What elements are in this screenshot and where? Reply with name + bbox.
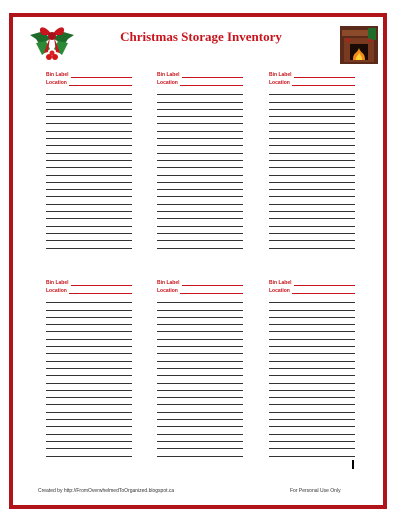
- item-line[interactable]: [157, 168, 243, 175]
- item-line[interactable]: [46, 183, 132, 190]
- item-lines: [269, 88, 355, 249]
- item-line[interactable]: [46, 405, 132, 412]
- item-line[interactable]: [269, 161, 355, 168]
- item-line[interactable]: [269, 168, 355, 175]
- item-lines: [157, 88, 243, 249]
- item-line[interactable]: [269, 154, 355, 161]
- item-line[interactable]: [157, 347, 243, 354]
- fill-in-line[interactable]: [69, 81, 132, 86]
- fill-in-line[interactable]: [182, 281, 243, 286]
- item-line[interactable]: [46, 110, 132, 117]
- inventory-column: [157, 278, 243, 457]
- item-line[interactable]: [46, 376, 132, 383]
- item-line[interactable]: [269, 227, 355, 234]
- location-label-text: Location: [269, 80, 290, 86]
- item-line[interactable]: [157, 413, 243, 420]
- item-line[interactable]: [46, 369, 132, 376]
- item-line[interactable]: [157, 384, 243, 391]
- item-line[interactable]: [157, 103, 243, 110]
- item-line[interactable]: [46, 190, 132, 197]
- item-line[interactable]: [269, 139, 355, 146]
- fill-in-line[interactable]: [292, 289, 355, 294]
- item-line[interactable]: [46, 398, 132, 405]
- item-lines: [269, 296, 355, 457]
- item-line[interactable]: [46, 227, 132, 234]
- item-line[interactable]: [157, 190, 243, 197]
- item-line[interactable]: [269, 197, 355, 204]
- item-line[interactable]: [46, 197, 132, 204]
- item-line[interactable]: [157, 318, 243, 325]
- item-line[interactable]: [269, 132, 355, 139]
- fill-in-line[interactable]: [180, 81, 243, 86]
- fill-in-line[interactable]: [292, 81, 355, 86]
- location-field[interactable]: [157, 286, 243, 294]
- item-line[interactable]: [157, 311, 243, 318]
- item-line[interactable]: [157, 405, 243, 412]
- item-line[interactable]: [269, 318, 355, 325]
- inventory-column: [269, 278, 355, 457]
- item-line[interactable]: [46, 427, 132, 434]
- item-line[interactable]: [157, 176, 243, 183]
- inventory-column: [46, 70, 132, 249]
- item-line[interactable]: [269, 384, 355, 391]
- item-line[interactable]: [269, 103, 355, 110]
- item-line[interactable]: [269, 442, 355, 449]
- item-line[interactable]: [46, 303, 132, 310]
- item-line[interactable]: [46, 384, 132, 391]
- item-line[interactable]: [269, 117, 355, 124]
- item-line[interactable]: [46, 139, 132, 146]
- item-line[interactable]: [157, 205, 243, 212]
- footer-credit: Created by http://FromOverwhelmedToOrganized.blogspot.ca: [38, 488, 175, 494]
- item-line[interactable]: [269, 241, 355, 248]
- item-line[interactable]: [269, 325, 355, 332]
- item-line[interactable]: [269, 303, 355, 310]
- item-line[interactable]: [269, 413, 355, 420]
- location-label-text: Location: [157, 80, 178, 86]
- item-line[interactable]: [157, 124, 243, 131]
- item-line[interactable]: [46, 234, 132, 241]
- item-line[interactable]: [157, 398, 243, 405]
- item-line[interactable]: [157, 212, 243, 219]
- footer-personal-use: For Personal Use Only: [290, 488, 341, 494]
- item-line[interactable]: [269, 205, 355, 212]
- item-line[interactable]: [157, 88, 243, 95]
- item-line[interactable]: [269, 427, 355, 434]
- item-lines: [46, 88, 132, 249]
- item-line[interactable]: [269, 376, 355, 383]
- item-line[interactable]: [157, 296, 243, 303]
- item-line[interactable]: [269, 398, 355, 405]
- item-line[interactable]: [269, 311, 355, 318]
- item-line[interactable]: [46, 95, 132, 102]
- item-line[interactable]: [269, 183, 355, 190]
- location-field[interactable]: [269, 286, 355, 294]
- item-line[interactable]: [157, 427, 243, 434]
- bin-label-text: Bin Label: [46, 72, 69, 78]
- item-line[interactable]: [157, 139, 243, 146]
- item-line[interactable]: [157, 161, 243, 168]
- fill-in-line[interactable]: [71, 73, 132, 78]
- item-line[interactable]: [269, 391, 355, 398]
- item-line[interactable]: [46, 318, 132, 325]
- item-line[interactable]: [46, 176, 132, 183]
- item-line[interactable]: [46, 124, 132, 131]
- item-line[interactable]: [269, 435, 355, 442]
- item-line[interactable]: [157, 197, 243, 204]
- item-line[interactable]: [269, 449, 355, 456]
- location-field[interactable]: [46, 78, 132, 86]
- item-line[interactable]: [269, 88, 355, 95]
- item-line[interactable]: [157, 219, 243, 226]
- item-line[interactable]: [157, 95, 243, 102]
- item-line[interactable]: [46, 154, 132, 161]
- location-label-text: Location: [269, 288, 290, 294]
- bin-label-field[interactable]: [46, 70, 132, 78]
- bin-label-text: Bin Label: [157, 280, 180, 286]
- bin-label-field[interactable]: [269, 278, 355, 286]
- item-line[interactable]: [269, 95, 355, 102]
- item-line[interactable]: [269, 420, 355, 427]
- item-line[interactable]: [46, 241, 132, 248]
- item-line[interactable]: [157, 227, 243, 234]
- item-line[interactable]: [46, 449, 132, 456]
- item-line[interactable]: [269, 296, 355, 303]
- item-line[interactable]: [157, 110, 243, 117]
- bin-label-text: Bin Label: [269, 72, 292, 78]
- item-line[interactable]: [46, 146, 132, 153]
- bin-label-field[interactable]: [269, 70, 355, 78]
- item-line[interactable]: [46, 354, 132, 361]
- item-line[interactable]: [157, 340, 243, 347]
- item-line[interactable]: [46, 168, 132, 175]
- item-line[interactable]: [46, 161, 132, 168]
- location-field[interactable]: [269, 78, 355, 86]
- location-label-text: Location: [46, 288, 67, 294]
- bin-label-text: Bin Label: [157, 72, 180, 78]
- item-line[interactable]: [46, 413, 132, 420]
- page-title: Christmas Storage Inventory: [120, 29, 282, 44]
- item-line[interactable]: [157, 354, 243, 361]
- item-line[interactable]: [157, 435, 243, 442]
- item-line[interactable]: [157, 362, 243, 369]
- bin-label-text: Bin Label: [269, 280, 292, 286]
- item-line[interactable]: [46, 117, 132, 124]
- item-line[interactable]: [46, 311, 132, 318]
- item-line[interactable]: [157, 146, 243, 153]
- item-line[interactable]: [157, 241, 243, 248]
- fill-in-line[interactable]: [180, 289, 243, 294]
- item-line[interactable]: [157, 183, 243, 190]
- item-line[interactable]: [269, 354, 355, 361]
- inventory-column: [46, 278, 132, 457]
- location-label-text: Location: [46, 80, 67, 86]
- bin-label-field[interactable]: [46, 278, 132, 286]
- item-line[interactable]: [157, 332, 243, 339]
- item-line[interactable]: [269, 405, 355, 412]
- fill-in-line[interactable]: [294, 281, 355, 286]
- fill-in-line[interactable]: [294, 73, 355, 78]
- inventory-column: [269, 70, 355, 249]
- item-line[interactable]: [269, 110, 355, 117]
- text-cursor: [352, 460, 354, 469]
- item-line[interactable]: [46, 442, 132, 449]
- item-line[interactable]: [46, 205, 132, 212]
- item-line[interactable]: [46, 391, 132, 398]
- item-line[interactable]: [157, 420, 243, 427]
- item-line[interactable]: [157, 117, 243, 124]
- fill-in-line[interactable]: [71, 281, 132, 286]
- item-line[interactable]: [269, 176, 355, 183]
- item-line[interactable]: [46, 212, 132, 219]
- item-line[interactable]: [157, 154, 243, 161]
- item-line[interactable]: [157, 132, 243, 139]
- bin-label-field[interactable]: [157, 70, 243, 78]
- item-line[interactable]: [269, 340, 355, 347]
- item-line[interactable]: [46, 296, 132, 303]
- item-line[interactable]: [46, 332, 132, 339]
- item-lines: [157, 296, 243, 457]
- item-line[interactable]: [157, 369, 243, 376]
- item-line[interactable]: [269, 362, 355, 369]
- item-line[interactable]: [269, 332, 355, 339]
- location-field[interactable]: [46, 286, 132, 294]
- item-line[interactable]: [157, 234, 243, 241]
- item-lines: [46, 296, 132, 457]
- item-line[interactable]: [46, 347, 132, 354]
- item-line[interactable]: [46, 325, 132, 332]
- item-line[interactable]: [157, 303, 243, 310]
- item-line[interactable]: [269, 124, 355, 131]
- item-line[interactable]: [46, 362, 132, 369]
- item-line[interactable]: [157, 391, 243, 398]
- item-line[interactable]: [269, 234, 355, 241]
- item-line[interactable]: [269, 369, 355, 376]
- item-line[interactable]: [269, 347, 355, 354]
- item-line[interactable]: [157, 449, 243, 456]
- bin-label-text: Bin Label: [46, 280, 69, 286]
- item-line[interactable]: [157, 442, 243, 449]
- item-line[interactable]: [46, 340, 132, 347]
- inventory-column: [157, 70, 243, 249]
- item-line[interactable]: [269, 219, 355, 226]
- item-line[interactable]: [269, 212, 355, 219]
- fill-in-line[interactable]: [182, 73, 243, 78]
- item-line[interactable]: [46, 219, 132, 226]
- item-line[interactable]: [46, 103, 132, 110]
- item-line[interactable]: [157, 376, 243, 383]
- item-line[interactable]: [46, 435, 132, 442]
- bin-label-field[interactable]: [157, 278, 243, 286]
- location-field[interactable]: [157, 78, 243, 86]
- item-line[interactable]: [269, 146, 355, 153]
- location-label-text: Location: [157, 288, 178, 294]
- item-line[interactable]: [46, 88, 132, 95]
- fill-in-line[interactable]: [69, 289, 132, 294]
- item-line[interactable]: [157, 325, 243, 332]
- item-line[interactable]: [269, 190, 355, 197]
- item-line[interactable]: [46, 132, 132, 139]
- item-line[interactable]: [46, 420, 132, 427]
